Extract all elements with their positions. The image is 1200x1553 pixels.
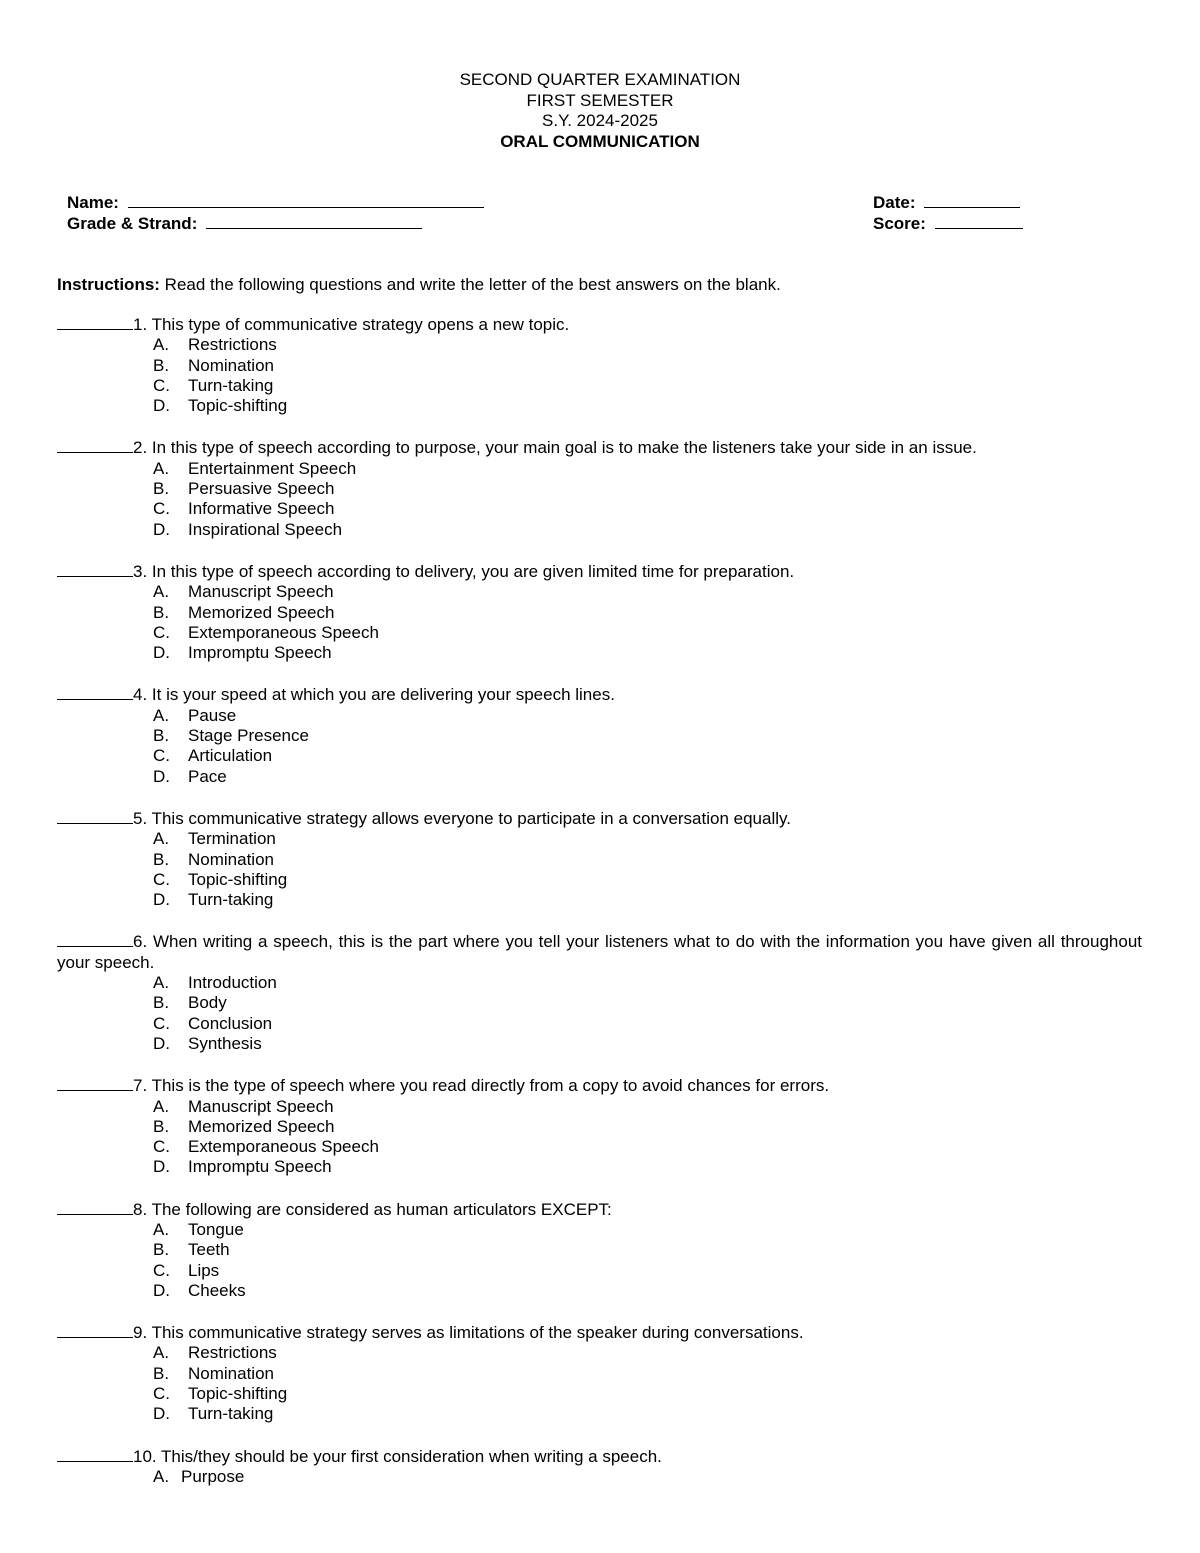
option-text: Impromptu Speech [188,1157,332,1177]
option-list [57,335,1142,416]
grade-strand-label: Grade & Strand: [67,213,198,233]
option-text: Turn-taking [188,1404,274,1424]
question-text: 5. This communicative strategy allows everyone to participate in a conversation equally. [133,808,791,828]
option-text: Lips [188,1260,220,1280]
option-letter: C. [153,622,170,642]
option-text: Introduction [188,973,277,993]
option-item [57,973,1142,993]
option-item [57,993,1142,1013]
question-4 [57,684,1142,786]
option-text: Extemporaneous Speech [188,622,379,642]
option-item [57,603,1142,623]
option-list [57,1343,1142,1424]
option-item [57,1384,1142,1404]
question-text-row [57,314,1142,335]
option-letter: B. [153,849,170,869]
option-list [57,1097,1142,1178]
option-item [57,829,1142,849]
semester-label: FIRST SEMESTER [526,90,674,110]
question-3 [57,561,1142,663]
option-text: Nomination [188,849,274,869]
option-item [57,1240,1142,1260]
question-text: 3. In this type of speech according to delivery, you are given limited time for preparation. [133,561,795,581]
question-text-row [57,1446,1142,1467]
option-letter: C. [153,869,170,889]
name-blank [128,192,484,208]
option-text: Topic-shifting [188,869,288,889]
option-text: Topic-shifting [188,1384,288,1404]
option-item [57,1467,1142,1487]
option-text: Purpose [181,1466,245,1486]
option-text: Restrictions [188,335,277,355]
question-text: 9. This communicative strategy serves as limitations of the speaker during conversations. [133,1323,804,1343]
exam-header [0,70,1200,152]
question-text: 10. This/they should be your first consideration when writing a speech. [133,1446,662,1466]
option-text: Stage Presence [188,726,309,746]
option-letter: A. [153,1219,170,1239]
option-letter: A. [153,582,170,602]
answer-blank [57,1199,133,1215]
option-text: Synthesis [188,1033,262,1053]
question-list [57,314,1142,1508]
option-item [57,1261,1142,1281]
option-letter: D. [153,643,170,663]
option-letter: D. [153,396,170,416]
option-text: Cheeks [188,1280,246,1300]
option-letter: C. [153,1384,170,1404]
option-letter: A. [153,335,170,355]
option-item [57,582,1142,602]
option-list [57,829,1142,910]
option-letter: C. [153,1137,170,1157]
option-letter: A. [153,705,170,725]
option-list [57,582,1142,663]
option-item [57,850,1142,870]
option-text: Persuasive Speech [188,479,335,499]
option-item [57,1220,1142,1240]
answer-blank [57,931,133,947]
question-text: 6. When writing a speech, this is the part where you tell your listeners what to do with the information you have given all throughout your speech. [57,932,1142,972]
option-letter: C. [153,375,170,395]
option-letter: A. [153,973,170,993]
option-text: Restrictions [188,1343,277,1363]
question-5 [57,808,1142,910]
option-text: Turn-taking [188,890,274,910]
question-text: 8. The following are considered as human articulators EXCEPT: [133,1199,612,1219]
question-text-row [57,1075,1142,1096]
option-item [57,623,1142,643]
answer-blank [57,1446,133,1462]
option-item [57,1157,1142,1177]
option-letter: A. [153,458,170,478]
subject-title: ORAL COMMUNICATION [500,131,700,151]
option-text: Inspirational Speech [188,519,343,539]
question-2 [57,437,1142,539]
option-item [57,1364,1142,1384]
option-letter: D. [153,890,170,910]
date-blank [924,192,1020,208]
question-7 [57,1075,1142,1177]
option-item [57,396,1142,416]
option-item [57,890,1142,910]
option-text: Nomination [188,1363,274,1383]
grade-strand-blank [206,213,422,229]
option-item [57,746,1142,766]
answer-blank [57,808,133,824]
option-item [57,1034,1142,1054]
option-letter: D. [153,519,170,539]
option-letter: B. [153,602,170,622]
question-text-row [57,561,1142,582]
question-text-row [57,437,1142,458]
option-list [57,1467,1142,1487]
answer-blank [57,437,133,453]
answer-blank [57,561,133,577]
question-6 [57,931,1142,1054]
option-item [57,767,1142,787]
score-blank [935,213,1023,229]
option-list [57,459,1142,540]
option-item [57,335,1142,355]
option-text: Manuscript Speech [188,1096,334,1116]
option-item [57,356,1142,376]
option-letter: B. [153,1363,170,1383]
option-letter: B. [153,1240,170,1260]
option-letter: C. [153,1013,170,1033]
option-list [57,973,1142,1054]
option-item [57,870,1142,890]
option-text: Manuscript Speech [188,582,334,602]
option-text: Topic-shifting [188,396,288,416]
question-10 [57,1446,1142,1488]
option-letter: B. [153,726,170,746]
question-1 [57,314,1142,416]
option-text: Pause [188,705,237,725]
option-letter: D. [153,1157,170,1177]
question-text: 4. It is your speed at which you are delivering your speech lines. [133,685,615,705]
option-item [57,1343,1142,1363]
option-item [57,643,1142,663]
answer-blank [57,684,133,700]
score-label: Score: [873,213,926,233]
option-letter: B. [153,1116,170,1136]
option-letter: A. [153,1343,170,1363]
option-letter: D. [153,1280,170,1300]
option-list [57,706,1142,787]
option-item [57,1097,1142,1117]
answer-blank [57,1322,133,1338]
question-text: 1. This type of communicative strategy opens a new topic. [133,315,570,334]
option-item [57,1137,1142,1157]
option-item [57,1281,1142,1301]
question-text-row [57,684,1142,705]
option-letter: D. [153,1033,170,1053]
option-text: Articulation [188,746,273,766]
question-text: 7. This is the type of speech where you read directly from a copy to avoid chances for errors. [133,1076,830,1096]
question-8 [57,1199,1142,1301]
question-text: 2. In this type of speech according to purpose, your main goal is to make the listeners take your side in an issue. [133,438,977,458]
option-text: Termination [188,829,276,849]
option-letter: B. [153,355,170,375]
option-text: Teeth [188,1240,230,1260]
option-list [57,1220,1142,1301]
instructions-label: Instructions: [57,275,160,294]
option-item [57,1014,1142,1034]
option-text: Conclusion [188,1013,273,1033]
option-letter: C. [153,1260,170,1280]
option-item [57,726,1142,746]
student-info-fields [67,192,1067,233]
option-text: Memorized Speech [188,602,335,622]
date-label: Date: [873,193,916,212]
option-text: Extemporaneous Speech [188,1137,379,1157]
option-letter: D. [153,766,170,786]
option-item [57,1404,1142,1424]
question-text-row [57,1322,1142,1343]
option-item [57,479,1142,499]
question-text-row [57,931,1142,973]
option-text: Impromptu Speech [188,643,332,663]
option-text: Memorized Speech [188,1116,335,1136]
option-letter: C. [153,499,170,519]
answer-blank [57,314,133,330]
option-letter: B. [153,993,170,1013]
option-letter: B. [153,479,170,499]
question-9 [57,1322,1142,1424]
instructions-text: Read the following questions and write the letter of the best answers on the blank. [159,275,781,294]
option-text: Body [188,993,227,1013]
option-item [57,706,1142,726]
option-item [57,520,1142,540]
option-text: Tongue [188,1219,244,1239]
option-text: Entertainment Speech [188,458,357,478]
option-item [57,499,1142,519]
option-letter: A. [153,829,170,849]
option-letter: C. [153,746,170,766]
exam-title: SECOND QUARTER EXAMINATION [459,70,741,89]
option-item [57,1117,1142,1137]
option-letter: D. [153,1404,170,1424]
option-text: Pace [188,766,227,786]
option-text: Informative Speech [188,499,335,519]
answer-blank [57,1075,133,1091]
option-item [57,459,1142,479]
question-text-row [57,1199,1142,1220]
instructions [57,275,1147,296]
option-text: Nomination [188,355,274,375]
question-text-row [57,808,1142,829]
option-letter: A. [153,1096,170,1116]
name-label: Name: [67,193,119,212]
option-item [57,376,1142,396]
option-text: Turn-taking [188,375,274,395]
school-year: S.Y. 2024-2025 [542,111,658,130]
option-letter: A. [153,1466,170,1486]
